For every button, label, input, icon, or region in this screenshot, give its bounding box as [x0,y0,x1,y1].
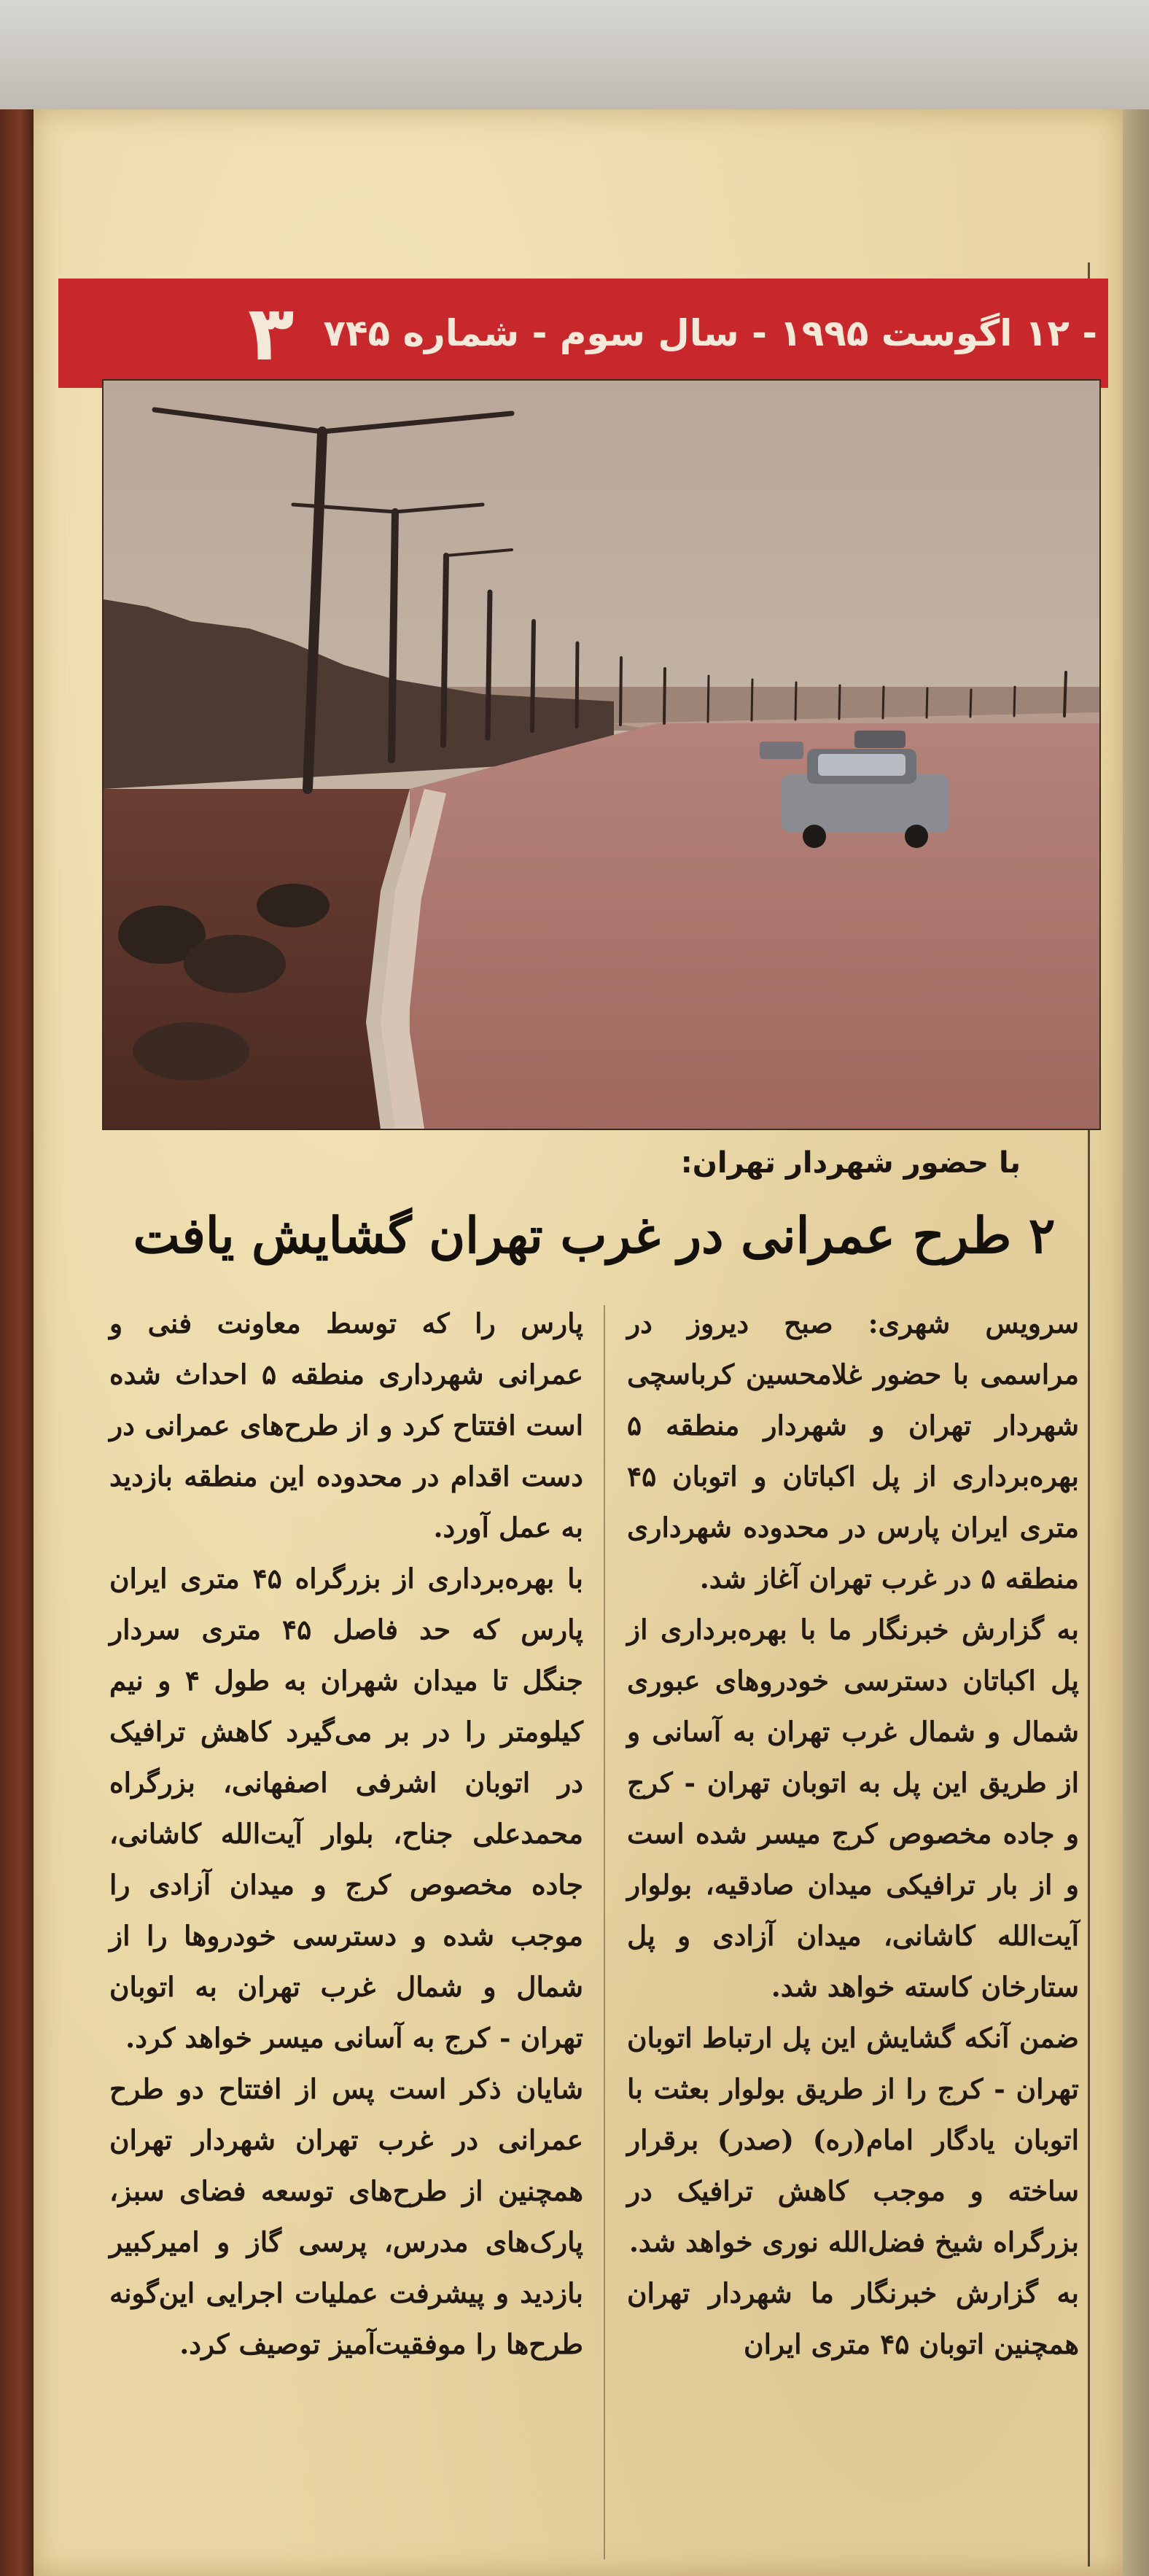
background-right-edge [1123,109,1149,2576]
issue-date-line: - ۱۲ اگوست ۱۹۹۵ - سال سوم - شماره ۷۴۵ [323,312,1098,354]
masthead-banner [58,279,1108,388]
article-column-left [109,1298,583,2567]
paragraph: به گزارش خبرنگار ما با بهره‌برداری از پل اکباتان دسترسی خودروهای عبوری شمال و شمال غرب تهران به آسانی و از طریق این پل به اتوبان تهران - کرج و جاده مخصوص کرج میسر شده است و از بار ترافیکی میدان صادقیه، بولوار آیت‌الله کاشانی، میدان آزادی و پل ستارخان کاسته خواهد شد. [627,1614,1079,2003]
article-kicker: با حضور شهردار تهران: [680,1146,1021,1180]
article-headline: ۲ طرح عمرانی در غرب تهران گشایش یافت [133,1207,1056,1265]
background-top [0,0,1149,117]
article-photo [102,379,1101,1130]
column-divider [604,1305,605,2559]
article-column-right [627,1298,1079,2567]
paragraph: با بهره‌برداری از بزرگراه ۴۵ متری ایران پارس که حد فاصل ۴۵ متری سردار جنگل تا میدان شهران به طول ۴ و نیم کیلومتر را در بر می‌گیرد کاهش ترافیک در اتوبان اشرفی اصفهانی، بزرگراه محمدعلی جناح، بلوار آیت‌الله کاشانی، جاده مخصوص کرج و میدان آزادی را موجب شده و دسترسی خودروها را از شمال و شمال غرب تهران به اتوبان تهران - کرج به آسانی میسر خواهد کرد. [109,1563,583,2054]
paragraph: شایان ذکر است پس از افتتاح دو طرح عمرانی در غرب تهران شهردار تهران همچنین از طرح‌های توسعه فضای سبز، پارک‌های مدرس، پرسی گاز و امیرکبیر بازدید و پیشرفت عملیات اجرایی این‌گونه طرح‌ها را موفقیت‌آمیز توصیف کرد. [109,2073,583,2360]
highway-photo-illustration [104,381,1099,1129]
paragraph: پارس را که توسط معاونت فنی و عمرانی شهرداری منطقه ۵ احداث شده است افتتاح کرد و از طرح‌های عمرانی در دست اقدام در محدوده این منطقه بازدید به عمل آورد. [109,1307,583,1544]
paragraph: سرویس شهری: صبح دیروز در مراسمی با حضور غلامحسین کرباسچی شهردار تهران و شهردار منطقه ۵ بهره‌برداری از پل اکباتان و اتوبان ۴۵ متری ایران پارس در محدوده شهرداری منطقه ۵ در غرب تهران آغاز شد. [627,1307,1079,1595]
background-left-edge [0,109,34,2576]
paragraph: ضمن آنکه گشایش این پل ارتباط اتوبان تهران - کرج را از طریق بولوار بعثت با اتوبان یادگار امام(ره) (صدر) برقرار ساخته و موجب کاهش ترافیک در بزرگراه شیخ فضل‌الله نوری خواهد شد. [627,2022,1079,2258]
page-number: ۳ [248,289,295,378]
paragraph: به گزارش خبرنگار ما شهردار تهران همچنین اتوبان ۴۵ متری ایران [627,2277,1079,2360]
